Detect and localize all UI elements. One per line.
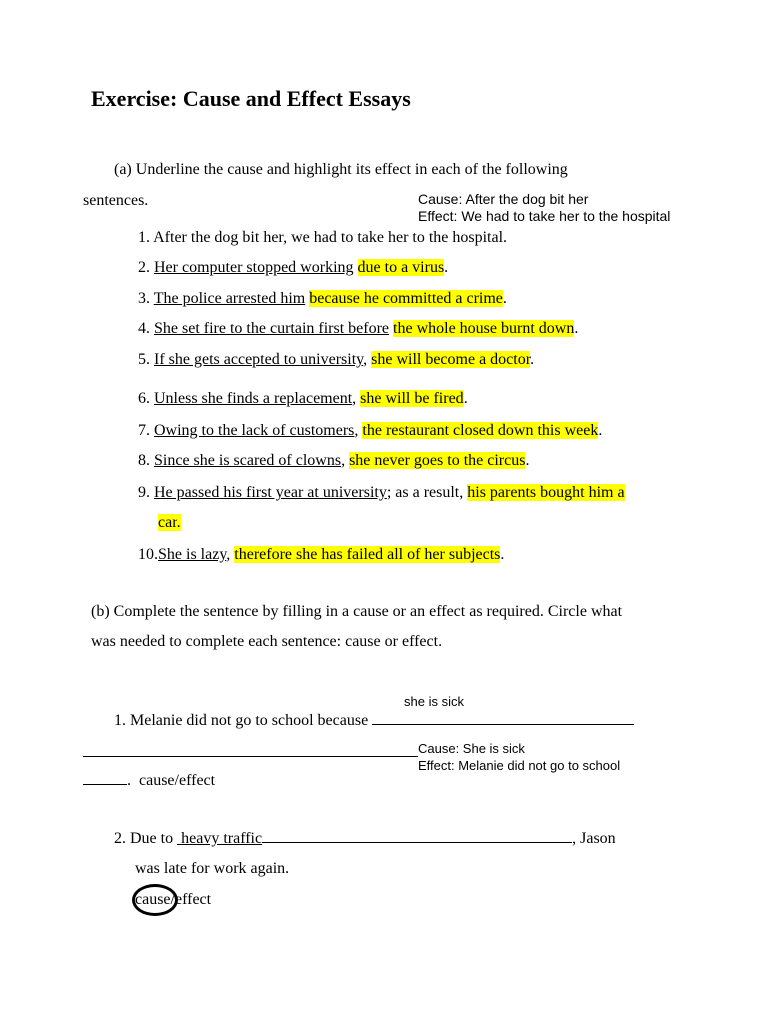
part-b-instruction: (b) Complete the sentence by filling in a cause or an effect as required. Circle what: [91, 603, 623, 620]
answer-blank-line[interactable]: [83, 756, 418, 757]
answer-note-cause: Cause: She is sick: [418, 741, 525, 756]
question-1: 1. Melanie did not go to school because: [114, 712, 634, 730]
effect-highlighted: she never goes to the circus: [349, 452, 526, 469]
effect-highlighted: his parents bought him a: [467, 484, 625, 501]
list-item: 7. Owing to the lack of customers, the restaurant closed down this week.: [138, 422, 603, 439]
effect-highlighted: she will become a doctor: [371, 351, 531, 368]
list-item-continuation: car.: [158, 514, 181, 531]
cause-underlined: He passed his first year at university: [154, 484, 387, 501]
list-item: 1. After the dog bit her, we had to take her to the hospital.: [138, 229, 508, 246]
cause-underlined: If she gets accepted to university: [154, 351, 364, 368]
part-a-instruction-cont: sentences.: [83, 192, 149, 209]
choice-cause-effect[interactable]: cause/effect: [139, 772, 216, 789]
cause-underlined: She is lazy: [158, 546, 227, 563]
cause-underlined: The police arrested him: [153, 290, 306, 307]
answer-blank[interactable]: [372, 724, 634, 725]
list-item: 10.She is lazy, therefore she has failed all of her subjects.: [138, 546, 505, 563]
circled-answer-mark: [132, 884, 178, 916]
effect-highlighted: therefore she has failed all of her subjects: [234, 546, 501, 563]
question-2-choices: cause/effect: [135, 891, 212, 908]
list-item: 6. Unless she finds a replacement, she will be fired.: [138, 390, 468, 407]
answer-note-cause: Cause: After the dog bit her: [418, 191, 589, 207]
answer-blank[interactable]: [83, 784, 127, 785]
cause-underlined: Owing to the lack of customers: [154, 422, 355, 439]
cause-underlined: Since she is scared of clowns: [154, 452, 342, 469]
effect-highlighted: car: [158, 514, 177, 531]
effect-highlighted: due to a virus: [357, 259, 445, 276]
part-a-instruction: (a) Underline the cause and highlight its effect in each of the following: [114, 161, 568, 178]
answer-note-effect: Effect: We had to take her to the hospital: [418, 208, 671, 224]
cause-underlined: Unless she finds a replacement: [154, 390, 353, 407]
choice-cause[interactable]: cause: [135, 891, 171, 908]
list-item: 2. Her computer stopped working due to a virus.: [138, 259, 449, 276]
list-item: 5. If she gets accepted to university, she will become a doctor.: [138, 351, 535, 368]
cause-underlined: Her computer stopped working: [154, 259, 354, 276]
sentence-text: After the dog bit her, we had to take her to the hospital.: [153, 229, 508, 246]
question-1-choices: . cause/effect: [83, 772, 215, 790]
cause-underlined: She set fire to the curtain first before: [154, 320, 390, 337]
page-title: Exercise: Cause and Effect Essays: [91, 86, 411, 111]
list-item: 3. The police arrested him because he committed a crime.: [138, 290, 507, 307]
question-2: 2. Due to heavy traffic , Jason: [114, 830, 616, 847]
list-item: 9. He passed his first year at university; as a result, his parents bought him a: [138, 484, 625, 501]
effect-highlighted: because he committed a crime: [309, 290, 503, 307]
question-2-cont: was late for work again.: [135, 860, 290, 877]
answer-note-effect: Effect: Melanie did not go to school: [418, 758, 621, 773]
choice-effect[interactable]: effect: [174, 891, 212, 908]
effect-highlighted: the whole house burnt down: [393, 320, 575, 337]
effect-highlighted: the restaurant closed down this week: [362, 422, 599, 439]
list-item: 4. She set fire to the curtain first before the whole house burnt down.: [138, 320, 579, 337]
handwritten-answer: she is sick: [404, 694, 464, 709]
part-b-instruction-cont: was needed to complete each sentence: cause or effect.: [91, 633, 443, 650]
effect-highlighted: she will be fired: [360, 390, 464, 407]
answer-filled[interactable]: heavy traffic: [177, 830, 572, 847]
list-item: 8. Since she is scared of clowns, she never goes to the circus.: [138, 452, 530, 469]
